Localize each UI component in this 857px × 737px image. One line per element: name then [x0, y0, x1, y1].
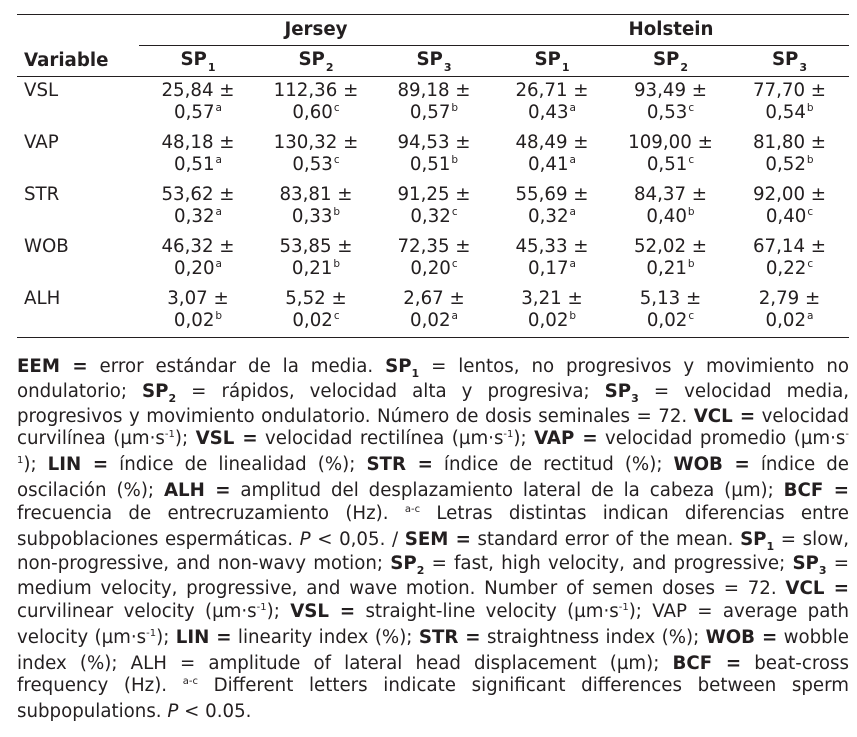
note-term: SP — [792, 553, 819, 575]
note-term: WOB = — [673, 454, 750, 476]
note-text: velocidad rectilínea (µm·s — [257, 428, 504, 450]
value-cell — [375, 77, 493, 130]
note-text: ); — [174, 428, 196, 450]
error-line — [611, 258, 730, 282]
error-line — [730, 102, 849, 126]
note-term: WOB = — [705, 626, 778, 648]
value-cell — [611, 181, 730, 233]
note-term: SP — [604, 380, 632, 402]
variable-name: STR — [24, 184, 60, 205]
value-cell — [730, 285, 849, 338]
significance-letter: b — [333, 206, 341, 218]
variable-header: Variable — [24, 49, 109, 71]
note-text: ); VAP = average path velocity (µm·s — [17, 600, 849, 648]
error-line — [611, 206, 730, 230]
significance-letter: a — [215, 154, 222, 166]
mean-value: 52,02 ± — [633, 236, 708, 257]
note-text: amplitud del desplazamiento lateral de la cabeza (µm); — [230, 479, 784, 501]
table-row — [17, 233, 849, 285]
note-text: curvilinear velocity (µm·s — [17, 600, 257, 622]
error-line — [139, 154, 257, 178]
group-header-row — [17, 15, 849, 46]
note-text: wobble index (%); ALH = amplitude of lateral head displacement (µm); — [17, 626, 849, 674]
note-superscript: -1 — [618, 601, 629, 613]
value-cell — [375, 285, 493, 338]
error-value: 0,02 — [646, 310, 688, 331]
note-term: STR = — [418, 626, 481, 648]
note-term: SEM = — [404, 528, 471, 550]
mean-value: 3,21 ± — [521, 288, 583, 309]
table-row — [17, 129, 849, 181]
note-text: velocidad promedio (µm·s — [597, 428, 846, 450]
significance-letter: c — [807, 258, 814, 270]
error-value: 0,40 — [765, 206, 807, 227]
group-header-jersey: Jersey — [139, 15, 493, 46]
value-cell — [139, 285, 257, 338]
mean-value: 91,25 ± — [397, 184, 471, 205]
note-text: = velocidad media, progresivos y movimiento ondulatorio. Número de dosis seminales = 72. — [17, 380, 850, 427]
mean-value: 84,37 ± — [633, 184, 708, 205]
significance-letter: c — [333, 102, 340, 114]
note-term: SP — [142, 380, 169, 402]
value-cell — [257, 233, 375, 285]
mean-value: 55,69 ± — [515, 184, 589, 205]
note-text: < 0,05. / — [310, 528, 405, 550]
error-line — [257, 310, 375, 334]
mean-value: 93,49 ± — [633, 80, 708, 101]
note-subscript: 3 — [631, 391, 639, 405]
note-subscript: 1 — [411, 367, 420, 380]
mean-value: 89,18 ± — [397, 80, 471, 101]
note-text: índice de linealidad (%); — [108, 454, 367, 476]
value-cell — [139, 129, 257, 181]
mean-value: 112,36 ± — [273, 80, 359, 101]
sp-header-label: SP — [652, 49, 680, 70]
error-value: 0,32 — [410, 206, 451, 227]
sp-header-subscript: 2 — [325, 61, 334, 74]
error-value: 0,40 — [646, 206, 687, 227]
mean-value: 48,49 ± — [515, 132, 589, 153]
value-cell — [257, 77, 375, 130]
sp-header — [730, 46, 849, 77]
error-line — [375, 258, 493, 282]
error-line — [493, 154, 611, 178]
significance-letter: a — [215, 206, 222, 218]
significance-letter: c — [807, 206, 814, 218]
sp-header-subscript: 1 — [561, 61, 570, 74]
note-term: LIN = — [47, 454, 109, 476]
error-value: 0,52 — [765, 154, 806, 175]
note-text: velocidad curvilínea (µm·s — [17, 405, 849, 450]
error-value: 0,53 — [292, 154, 333, 175]
error-line — [375, 154, 493, 178]
table-row — [17, 285, 849, 338]
note-superscript: -1 — [256, 601, 267, 613]
error-value: 0,17 — [528, 258, 569, 279]
sp-header-label: SP — [534, 49, 561, 70]
sp-header — [139, 46, 257, 77]
note-text: = rápidos, velocidad alta y progresiva; — [176, 380, 605, 402]
value-cell — [375, 233, 493, 285]
value-cell — [493, 129, 611, 181]
error-line — [257, 258, 375, 282]
note-text: straightness index (%); — [480, 626, 706, 648]
sp-header-subscript: 3 — [799, 61, 808, 74]
note-text: straight-line velocity (µm·s — [355, 600, 619, 622]
error-value: 0,02 — [765, 310, 807, 331]
note-text: error estándar de la media. — [87, 356, 386, 377]
significance-letter: a — [451, 310, 458, 322]
error-line — [730, 206, 849, 230]
significance-letter: c — [688, 154, 695, 166]
note-text: ); — [266, 600, 291, 622]
note-superscript: -1 — [503, 429, 514, 441]
error-value: 0,51 — [646, 154, 688, 175]
error-line — [257, 102, 375, 126]
note-text: ); — [156, 626, 176, 648]
significance-letter: b — [806, 102, 814, 114]
value-cell — [139, 77, 257, 130]
sp-header-label: SP — [416, 49, 443, 70]
mean-value: 5,13 ± — [639, 288, 702, 309]
value-cell — [730, 77, 849, 130]
mean-value: 92,00 ± — [752, 184, 827, 205]
note-text: = slow, non-progressive, and non-wavy motion; — [17, 528, 849, 575]
error-line — [139, 102, 257, 126]
error-line — [375, 310, 493, 334]
error-line — [139, 310, 257, 334]
note-term: SP — [740, 528, 767, 550]
value-cell — [493, 181, 611, 233]
error-value: 0,20 — [410, 258, 451, 279]
note-text: Letras distintas indican diferencias entre subpoblaciones espermáticas. — [17, 502, 849, 550]
error-line — [730, 310, 849, 334]
mean-value: 53,85 ± — [279, 236, 353, 257]
note-text: < 0.05. — [178, 701, 252, 723]
mean-value: 25,84 ± — [161, 80, 235, 101]
table-row — [17, 181, 849, 233]
note-term: VCL = — [785, 578, 849, 600]
value-cell — [257, 285, 375, 338]
error-value: 0,02 — [410, 310, 451, 331]
sp-header — [611, 46, 730, 77]
note-term: ALH = — [163, 479, 231, 501]
sp-header — [493, 46, 611, 77]
mean-value: 3,07 ± — [167, 288, 229, 309]
significance-letter: b — [451, 102, 459, 114]
empty-corner — [17, 15, 139, 46]
sp-header-label: SP — [180, 49, 207, 70]
note-text: índice de oscilación (%); — [17, 454, 849, 501]
note-text: Different letters indicate significant differences between sperm subpopulations. — [17, 675, 849, 723]
variable-name: VAP — [24, 132, 59, 153]
mean-value: 83,81 ± — [279, 184, 353, 205]
note-subscript: 2 — [168, 391, 177, 405]
table-footnote — [17, 356, 849, 724]
sp-header-subscript: 2 — [680, 61, 689, 74]
error-line — [493, 310, 611, 334]
error-line — [257, 154, 375, 178]
error-value: 0,60 — [292, 102, 333, 123]
note-text: = medium velocity, progressive, and wave motion. Number of semen doses = 72. — [17, 553, 849, 600]
sp-header — [257, 46, 375, 77]
mean-value: 77,70 ± — [752, 80, 827, 101]
mean-value: 2,67 ± — [403, 288, 465, 309]
error-value: 0,21 — [291, 258, 333, 279]
error-line — [730, 258, 849, 282]
error-line — [493, 206, 611, 230]
note-text: P — [167, 701, 179, 723]
significance-letter: b — [569, 310, 577, 322]
note-text: = lentos, no progresivos y movimiento no ondulatorio; — [17, 356, 849, 402]
mean-value: 72,35 ± — [397, 236, 471, 257]
note-text: ); — [23, 454, 48, 476]
significance-letter: b — [806, 154, 814, 166]
error-line — [611, 310, 730, 334]
sp-header-row — [17, 46, 849, 77]
error-line — [493, 102, 611, 126]
note-term: BCF = — [783, 479, 849, 501]
sp-header-subscript: 1 — [207, 61, 216, 74]
note-text: frecuencia de entrecruzamiento (Hz). — [17, 502, 405, 524]
mean-value: 48,18 ± — [161, 132, 235, 153]
error-line — [375, 102, 493, 126]
sp-header-label: SP — [771, 49, 799, 70]
error-value: 0,57 — [409, 102, 451, 123]
significance-letter: c — [688, 102, 695, 114]
error-line — [139, 206, 257, 230]
sp-header-subscript: 3 — [443, 61, 452, 74]
mean-value: 53,62 ± — [161, 184, 235, 205]
value-cell — [139, 233, 257, 285]
error-line — [139, 258, 257, 282]
error-value: 0,02 — [527, 310, 569, 331]
error-value: 0,54 — [765, 102, 806, 123]
sp-header-label: SP — [298, 49, 325, 70]
note-text: = fast, high velocity, and progressive; — [424, 553, 793, 575]
significance-letter: a — [569, 102, 576, 114]
error-line — [730, 154, 849, 178]
note-superscript: -1 — [17, 429, 850, 467]
significance-letter: a — [807, 310, 814, 322]
value-cell — [375, 129, 493, 181]
table-body — [17, 77, 849, 338]
error-line — [257, 206, 375, 230]
significance-letter: a — [215, 258, 222, 270]
value-cell — [611, 129, 730, 181]
significance-letter: a — [569, 206, 576, 218]
variable-name: WOB — [24, 236, 69, 257]
note-term: VAP = — [534, 428, 598, 450]
note-term: STR = — [366, 454, 433, 476]
error-value: 0,57 — [174, 102, 215, 123]
error-value: 0,41 — [528, 154, 569, 175]
significance-letter: b — [215, 310, 223, 322]
value-cell — [611, 285, 730, 338]
note-term: EEM = — [17, 356, 88, 377]
results-table — [17, 14, 849, 338]
note-text: P — [299, 528, 311, 550]
note-text: linearity index (%); — [231, 626, 419, 648]
significance-letter: b — [451, 154, 459, 166]
error-value: 0,20 — [174, 258, 215, 279]
note-term: BCF = — [672, 652, 742, 674]
value-cell — [730, 129, 849, 181]
error-value: 0,53 — [646, 102, 688, 123]
error-line — [493, 258, 611, 282]
value-cell — [257, 181, 375, 233]
significance-letter: c — [333, 154, 340, 166]
note-term: VSL = — [195, 428, 258, 450]
significance-letter: b — [687, 206, 695, 218]
mean-value: 5,52 ± — [285, 288, 347, 309]
significance-letter: a — [569, 154, 576, 166]
note-term: SP — [385, 356, 412, 377]
error-value: 0,21 — [646, 258, 687, 279]
error-value: 0,43 — [528, 102, 569, 123]
error-value: 0,32 — [528, 206, 569, 227]
mean-value: 26,71 ± — [515, 80, 589, 101]
note-text: beat-cross frequency (Hz). — [17, 652, 849, 697]
significance-letter: c — [333, 310, 340, 322]
value-cell — [611, 233, 730, 285]
error-line — [611, 154, 730, 178]
note-term: SP — [390, 553, 417, 575]
significance-letter: c — [451, 258, 458, 270]
note-text: índice de rectitud (%); — [432, 454, 674, 476]
mean-value: 2,79 ± — [758, 288, 821, 309]
significance-letter: c — [688, 310, 695, 322]
note-term: VSL = — [290, 600, 356, 622]
error-value: 0,33 — [291, 206, 333, 227]
error-value: 0,51 — [409, 154, 451, 175]
significance-letter: c — [451, 206, 458, 218]
note-term: LIN = — [175, 626, 232, 648]
note-superscript: a-c — [182, 676, 198, 688]
value-cell — [493, 233, 611, 285]
mean-value: 109,00 ± — [628, 132, 713, 153]
significance-letter: a — [215, 102, 222, 114]
variable-name: VSL — [24, 80, 59, 101]
mean-value: 81,80 ± — [752, 132, 827, 153]
note-superscript: -1 — [146, 627, 157, 639]
note-subscript: 2 — [416, 564, 425, 578]
value-cell — [730, 233, 849, 285]
table-row — [17, 77, 849, 130]
mean-value: 67,14 ± — [752, 236, 827, 257]
value-cell — [493, 285, 611, 338]
error-value: 0,32 — [174, 206, 215, 227]
group-header-holstein: Holstein — [493, 15, 849, 46]
value-cell — [139, 181, 257, 233]
variable-name: ALH — [24, 288, 61, 309]
significance-letter: b — [687, 258, 695, 270]
sp-header — [375, 46, 493, 77]
note-superscript: a-c — [404, 503, 421, 515]
significance-letter: a — [569, 258, 576, 270]
note-subscript: 1 — [766, 539, 775, 553]
note-term: VCL = — [693, 405, 756, 427]
value-cell — [257, 129, 375, 181]
note-text: ); — [513, 428, 535, 450]
error-value: 0,02 — [173, 310, 215, 331]
value-cell — [375, 181, 493, 233]
error-line — [611, 102, 730, 126]
error-line — [375, 206, 493, 230]
error-value: 0,02 — [292, 310, 333, 331]
mean-value: 46,32 ± — [161, 236, 235, 257]
mean-value: 45,33 ± — [515, 236, 589, 257]
value-cell — [611, 77, 730, 130]
value-cell — [493, 77, 611, 130]
note-text: standard error of the mean. — [470, 528, 741, 550]
note-superscript: -1 — [164, 429, 175, 441]
value-cell — [730, 181, 849, 233]
note-subscript: 3 — [818, 564, 827, 578]
error-value: 0,22 — [765, 258, 807, 279]
mean-value: 94,53 ± — [397, 132, 471, 153]
mean-value: 130,32 ± — [273, 132, 359, 153]
error-value: 0,51 — [174, 154, 215, 175]
significance-letter: b — [333, 258, 341, 270]
